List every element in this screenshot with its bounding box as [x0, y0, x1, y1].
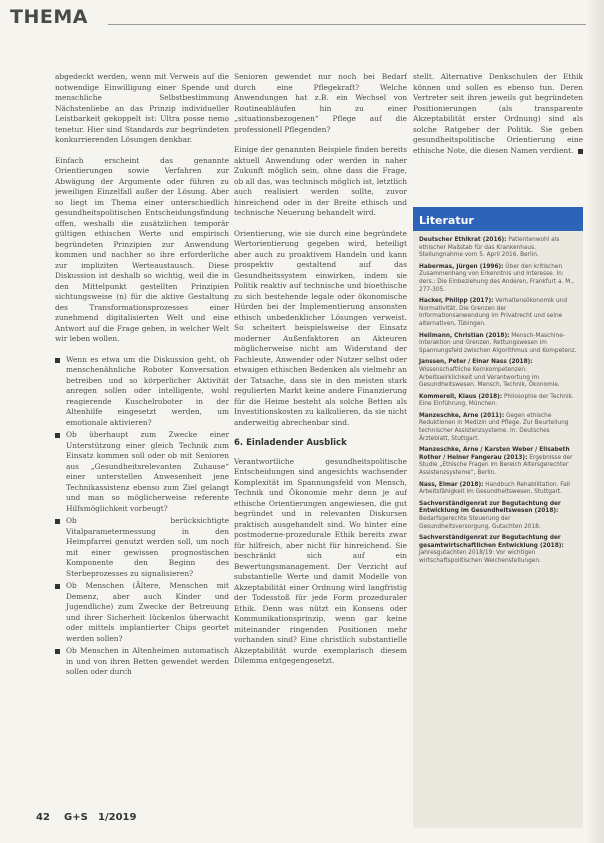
header-rule: [108, 24, 586, 25]
literature-entry: [419, 333, 577, 356]
literature-entry: [419, 501, 577, 531]
list-item: Ob Menschen (Ältere, Menschen mit Demenz, aber auch Kinder und Jugendliche) zum Zwecke der Betreuung und ihrer Sicherheit lückenlos überwacht oder mittels implantierter Chips geortet werden sollen?: [55, 581, 229, 644]
text-column-2: [234, 72, 407, 824]
bullet-square-icon: [55, 433, 60, 438]
paragraph: Verantwortliche gesundheitspolitische Entscheidungen sind angesichts wachsender Komplexität im Spannungsfeld von Mensch, Technik und Ökonomie mehr denn je auf ethische Orientierungen angewiesen, die gut begründet und in relevanten Diskursen praktisch ausgehandelt sind. Wo hinter eine postmoderne-prozedurale Ethik bereits zwar für hilfreich, aber nicht für hinreichend. Sie beschränkt sich auf ein Bewertungsmanagement. Der Verzicht auf substantielle Werte und damit Modelle von Akzeptabilität einer Ordnung wird langfristig der Todesstoß für jede Form prozeduraler Ethik. Denn was nützt ein Konsens oder Kommunikationsprinzip, wenn gar keine miteinander ringenden Positionen mehr vorhanden sind? Eine christlich substantielle Akzeptabilität wurde exemplarisch diesem Dilemma entgegengesetzt.: [234, 456, 407, 665]
end-mark-icon: [578, 149, 583, 154]
literature-author: Manzeschke, Arne (2011):: [419, 412, 505, 419]
literature-entry: [419, 237, 577, 260]
literature-text: Über den kritischen Zusammenhang von Erkenntnis und Interesse. In: ders.: Die Einbeziehung des Anderen, Frankfurt a. M., 277-305.: [419, 263, 574, 293]
literature-box: [413, 207, 583, 828]
bullet-square-icon: [55, 584, 60, 589]
issue-number: 1/2019: [98, 812, 137, 823]
literature-entry: [419, 447, 577, 477]
bullet-square-icon: [55, 519, 60, 524]
literature-list: [413, 231, 583, 566]
literature-entry: [419, 298, 577, 328]
page-footer: [36, 812, 536, 830]
bullet-list: [55, 355, 229, 678]
literature-entry: [419, 413, 577, 443]
literature-author: Deutscher Ethikrat (2016):: [419, 237, 507, 243]
literature-entry: [419, 264, 577, 294]
literature-author: Sachverständigenrat zur Begutachtung der Entwicklung im Gesundheitswesen (2018):: [419, 500, 561, 515]
section-subheading: 6. Einladender Ausblick: [234, 438, 347, 448]
paragraph: Einige der genannten Beispiele finden bereits aktuell Anwendung oder werden in naher Zukunft möglich sein, ohne dass die Frage, ob all das, was technisch möglich ist, letztlich auch realisiert werden sollte, zuvor hinreichend oder in der Breite ethisch und technische Neuerung behandelt wird.: [234, 145, 407, 217]
text-column-3: [413, 72, 583, 166]
list-item: Wenn es etwa um die Diskussion geht, ob menschenähnliche Roboter Konversation betreiben und so körperlicher Aktivität anregen sollen oder intelligente, wohl reagierende Kuschelroboter in der Altenhilfe eingesetzt werden, um emotionale aktivieren?: [55, 355, 229, 429]
list-item: Ob Menschen in Altenheimen automatisch in und von ihren Betten gewendet werden sollen oder durch: [55, 646, 229, 678]
paragraph: abgedeckt werden, wenn mit Verweis auf die notwendige Einwilligung einer Spende und menschliche Selbstbestimmung Nächstenliebe an das Prinzip individueller Leistbarkeit gekoppelt ist: Ultra posse nemo tenetur. Hier sind Standards zur begründeten konkurrierenden Lösungen denkbar.: [55, 72, 229, 144]
paragraph: Orientierung, wie sie durch eine begründete Wertorientierung gegeben wird, beteiligt aber auch zu proaktivem Handeln und kann prospektiv gestaltend auf das Gesundheitssystem einwirken, indem sie Politik reaktiv auf technische und bioethische zu sich bestehende legale oder ökonomische Hürden bei der Implementierung ansonsten ethisch unbedenklicher Lösungen verweist. So scheitert beispielsweise der Einsatz moderner Außenfaktoren an Akteuren möglicherweise nicht am Widerstand der Fachleute, Anwender oder Nutzer selbst oder etwaigen ethischen Bedenken als vielmehr an der Tatsache, dass sie in den meisten stark regulierten Markt keine andere Finanzierung für die Heime besteht als solche Betten als Investitionskosten zu kalkulieren, da sie nicht anderweitig abrechenbar sind.: [234, 228, 407, 427]
literature-text: Mensch-Maschine-Interaktion und Grenzen. Rettungswesen im Spannungsfeld zwischen Algorithmus und Kompetenz.: [419, 332, 577, 354]
literature-author: Heilmann, Christian (2018):: [419, 332, 510, 339]
literature-text: Philosophie der Technik. Eine Einführung, München.: [419, 393, 574, 408]
literature-entry: [419, 482, 577, 497]
literature-author: Habermas, Jürgen (1996):: [419, 263, 504, 270]
literature-author: Janssen, Peter / Einar Nass (2018):: [419, 359, 533, 366]
literature-text: Handbuch Rehabilitation. Fall Arbeitsfähigkeit im Gesundheitswesen, Stuttgart.: [419, 481, 570, 496]
literature-text: Patientenwohl als ethischer Maßstab für das Krankenhaus. Stellungnahme vom 5. April 2016, Berlin.: [419, 237, 560, 259]
page-number: 42: [36, 812, 50, 823]
literature-entry: [419, 535, 577, 565]
literature-text: Jahresgutachten 2018/19: Vor wichtigen wirtschaftspolitischen Weichenstellungen.: [419, 550, 541, 564]
bullet-square-icon: [55, 649, 60, 654]
page-fold-shadow: [586, 0, 604, 843]
text-column-1: [55, 72, 229, 824]
page-header: [10, 6, 594, 32]
literature-author: Manzeschke, Arne / Karsten Weber / Elisabeth Rother / Heiner Fangerau (2013):: [419, 447, 570, 461]
paragraph: Senioren gewendet nur noch bei Bedarf durch eine Pflegekraft? Welche Anwendungen hat z.B. ein Wechsel von Routineabläufen hin zu einer „situationsbezogenen“ Pflege auf die professionell Pflegenden?: [234, 72, 407, 134]
literature-title: Literatur: [413, 207, 583, 231]
literature-text: Gegen ethische Reduktionen in Medizin und Pflege. Zur Beurteilung technischer Assistenzsysteme. In: Deutsches Ärzteblatt, Stuttgart.: [419, 412, 569, 442]
section-title: THEMA: [10, 6, 88, 28]
literature-author: Hacker, Philipp (2017):: [419, 298, 494, 305]
literature-author: Kommerell, Klaus (2018):: [419, 393, 503, 400]
list-item: Ob überhaupt zum Zwecke einer Unterstützung einer gleich Technik zum Einsatz kommen soll oder ob mit Senioren aus „Gesundheitsrelevanten Zuhause“ einer unterstellen Anwesenheit jene Technikassistenz ebenso zum Ziel gelangt und man so möglicherweise referente Hilfsmöglichkeit vorbeugt?: [55, 430, 229, 514]
magazine-name: G+S: [64, 812, 88, 823]
literature-entry: [419, 394, 577, 409]
paragraph: stellt. Alternative Denkschulen der Ethik können und sollen es ebenso tun. Deren Vertreter seit ihren jeweils gut begründeten Positionierungen (als transparente Akzeptabilität erster Ordnung) sind als solche Ratgeber der Politik. Sie geben gesundheitspolitische Orientierung eine ethische Note, die diesen Namen verdient.: [413, 72, 583, 155]
literature-entry: [419, 359, 577, 389]
literature-text: Bedarfsgerechte Steuerung der Gesundheitsversorgung, Gutachten 2018.: [419, 516, 541, 530]
literature-text: Verhaltensökonomik und Normativität. Die Grenzen der Informationsanwendung im Privatrecht und seine alternativen, Tübingen.: [419, 298, 567, 327]
literature-author: Sachverständigenrat zur Begutachtung der gesamtwirtschaftlichen Entwicklung (2018):: [419, 535, 564, 549]
list-item: Ob berücksichtigte Vitalparametermessung in den Heimpfarrei genutzt werden soll, um noch mit einer gewissen prognostischen Komponente den Beginn des Sterbeprozesses zu signalisieren?: [55, 516, 229, 579]
bullet-square-icon: [55, 358, 60, 363]
paragraph: Einfach erscheint das genannte Orientierungen sowie Verfahren zur Abwägung der Argumente oder führen zu jeweiligen Einzelfall außer der Lösung. Aber so liegt im Thema einer unterschiedlich gesundheitspolitischen Entscheidungsfindung offen, weshalb die zusätzlichen temporär gültigen ethischen Werte und empirisch begründeten Prinzipien zur Anwendung kommen und nachher so ihre erforderliche zur impliziten Werteaustausch. Diese Diskussion ist deshalb so wichtig, weil die in den Mittelpunkt gestellten Prinzipien sichtungsweise (n) für die aktive Gestaltung des Transformationsprozesses einer zunehmend digitalisierten Welt und eine Antwort auf die Frage geben, in welcher Welt wir leben wollen.: [55, 155, 229, 343]
literature-text: Ergebnisse der Studie „Ethische Fragen im Bereich Altersgerechter Assistenzsysteme“, Berlin.: [419, 454, 573, 477]
literature-author: Nass, Elmar (2018):: [419, 481, 484, 488]
literature-text: Wissenschaftliche Kernkompetenzen: Arbeitswirklichkeit und Verantwortung im Gesundheitswesen. Mensch, Technik, Ökonomie.: [419, 366, 560, 389]
